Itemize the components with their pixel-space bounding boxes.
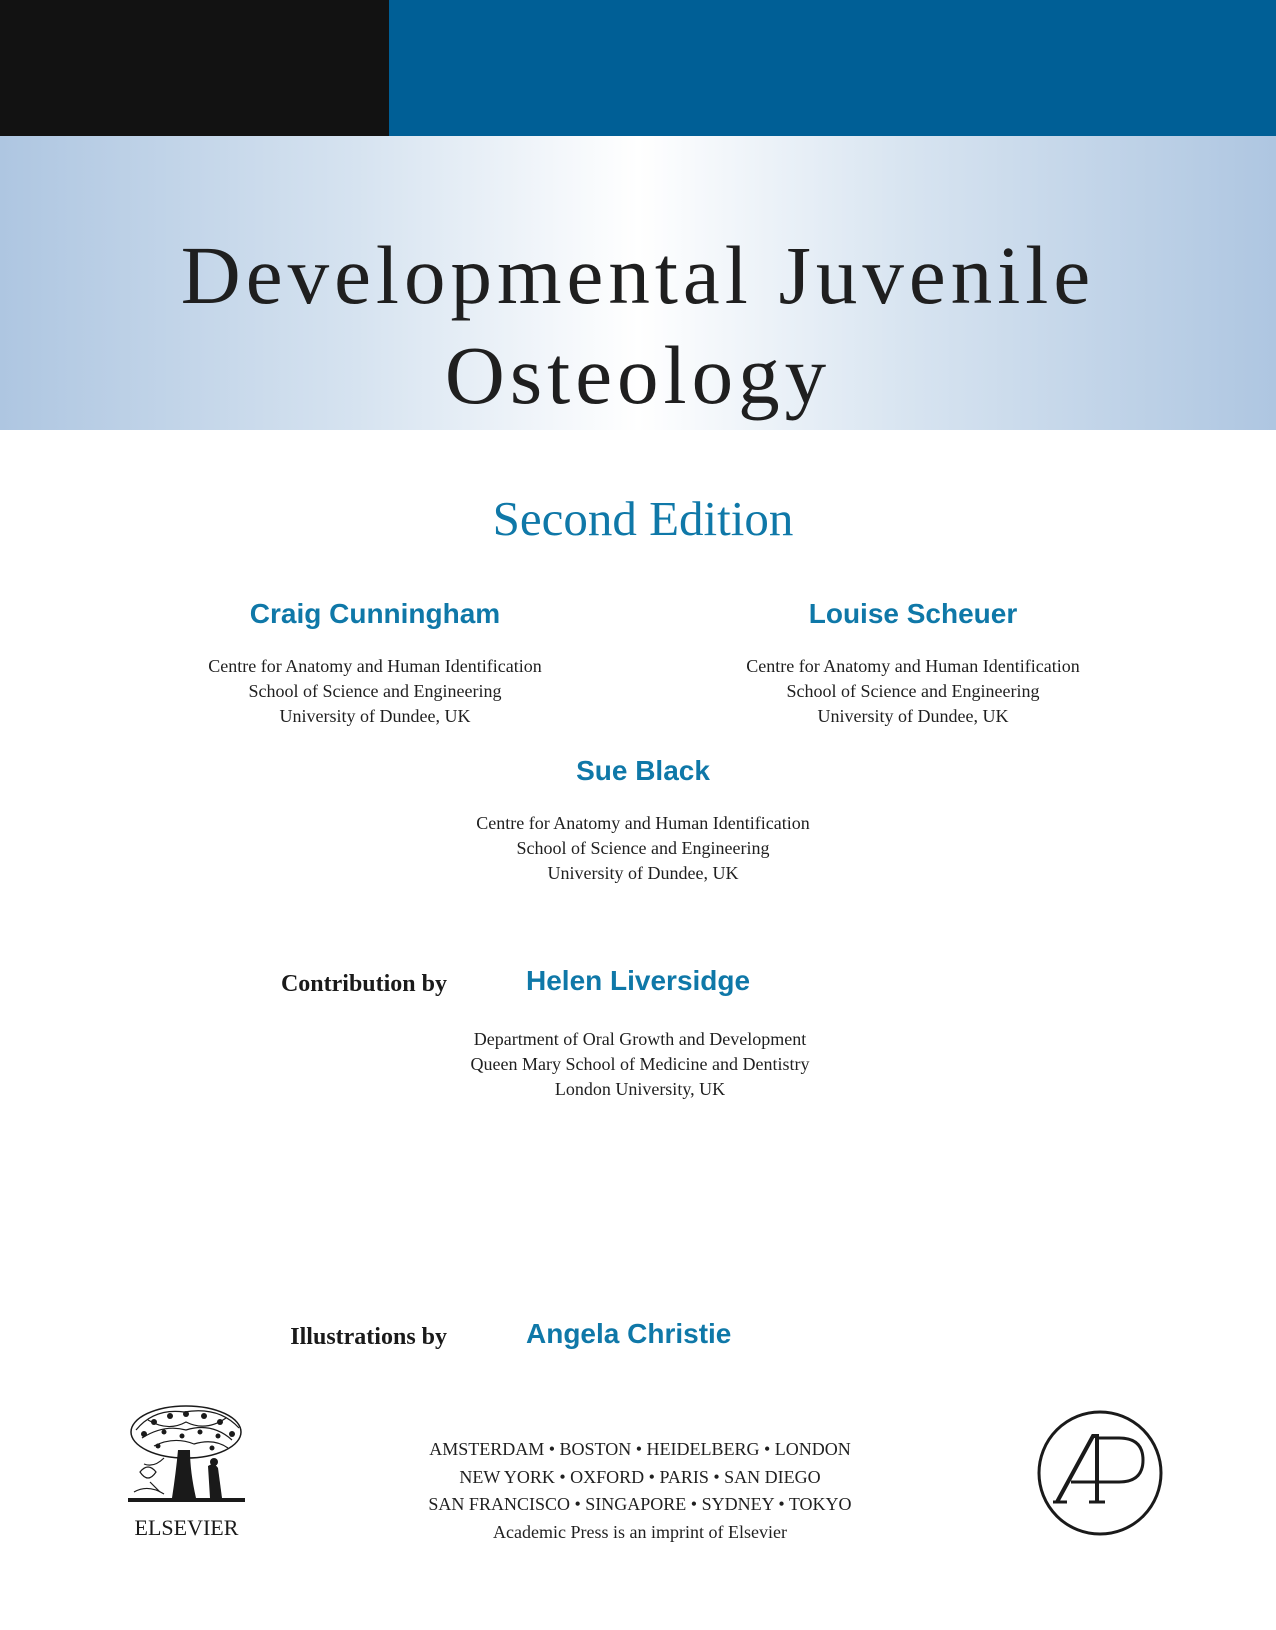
elsevier-wordmark: ELSEVIER [134,1515,239,1540]
book-title-line-2: Osteology [444,329,832,421]
author-name: Sue Black [576,755,710,786]
contributor-name: Helen Liversidge [526,965,751,996]
affiliation-line: Department of Oral Growth and Development [473,1029,807,1049]
illustrations-label: Illustrations by [290,1324,447,1350]
affiliation-line: Centre for Anatomy and Human Identification [208,656,542,676]
book-title [0,225,1276,425]
affiliation-line: University of Dundee, UK [547,863,739,883]
author-affiliation [688,654,1138,729]
affiliation-line: Queen Mary School of Medicine and Dentistry [470,1054,810,1074]
affiliation-line: School of Science and Engineering [248,681,502,701]
top-black-bar [0,0,389,136]
cities-line: SAN FRANCISCO • SINGAPORE • SYDNEY • TOKYO [428,1494,852,1514]
author-name: Louise Scheuer [808,598,1018,629]
elsevier-tree-logo [124,1402,249,1514]
author-affiliation [418,811,868,886]
author-block-black [418,754,868,886]
affiliation-line: London University, UK [554,1079,726,1099]
illustrator-name: Angela Christie [526,1318,732,1349]
contribution-label: Contribution by [280,971,447,997]
cities-line: NEW YORK • OXFORD • PARIS • SAN DIEGO [459,1466,821,1487]
edition-label: Second Edition [492,491,794,546]
affiliation-line: Centre for Anatomy and Human Identification [476,813,810,833]
author-name: Craig Cunningham [249,598,501,629]
imprint-line: Academic Press is an imprint of Elsevier [493,1521,787,1542]
affiliation-line: University of Dundee, UK [817,706,1009,726]
book-title-line-1: Developmental Juvenile [180,229,1096,321]
author-affiliation [150,654,600,729]
affiliation-line: School of Science and Engineering [516,838,770,858]
cities-line: AMSTERDAM • BOSTON • HEIDELBERG • LONDON [429,1439,851,1459]
affiliation-line: University of Dundee, UK [279,706,471,726]
publisher-cities [340,1436,940,1546]
top-blue-bar [389,0,1276,136]
author-block-cunningham [150,597,600,729]
academic-press-logo [1035,1408,1165,1538]
affiliation-line: School of Science and Engineering [786,681,1040,701]
affiliation-line: Centre for Anatomy and Human Identification [746,656,1080,676]
author-block-scheuer [688,597,1138,729]
contributor-affiliation [390,1027,890,1102]
